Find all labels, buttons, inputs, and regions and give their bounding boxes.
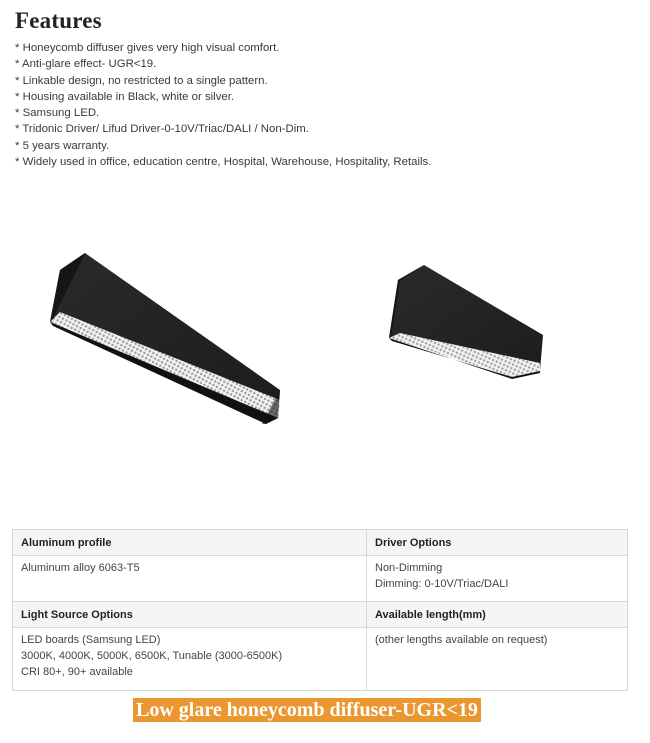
features-list bbox=[15, 40, 431, 170]
feature-item: * Housing available in Black, white or silver. bbox=[15, 90, 235, 103]
cell-light-source-options bbox=[13, 628, 367, 691]
cell-line: CRI 80+, 90+ available bbox=[21, 666, 133, 678]
table-header-row bbox=[13, 602, 628, 628]
cell-line: Non-Dimming bbox=[375, 562, 443, 574]
feature-item: * Anti-glare effect- UGR<19. bbox=[15, 58, 157, 71]
table-row bbox=[13, 628, 628, 691]
short-luminaire-image bbox=[380, 255, 560, 385]
cell-line: LED boards (Samsung LED) bbox=[21, 634, 161, 646]
long-luminaire-image bbox=[30, 240, 300, 440]
cell-available-length bbox=[367, 628, 628, 691]
cell-aluminum-profile bbox=[13, 556, 367, 602]
cell-line: Aluminum alloy 6063-T5 bbox=[21, 562, 140, 574]
header-driver-options: Driver Options bbox=[367, 530, 628, 556]
cell-line: (other lengths available on request) bbox=[375, 634, 548, 646]
header-aluminum-profile: Aluminum profile bbox=[13, 530, 367, 556]
features-title: Features bbox=[15, 8, 102, 33]
feature-item: * 5 years warranty. bbox=[15, 139, 110, 152]
feature-item: * Samsung LED. bbox=[15, 107, 100, 120]
table-row bbox=[13, 556, 628, 602]
table-header-row bbox=[13, 530, 628, 556]
cell-driver-options bbox=[367, 556, 628, 602]
header-light-source-options: Light Source Options bbox=[13, 602, 367, 628]
cell-line: 3000K, 4000K, 5000K, 6500K, Tunable (3000-6500K) bbox=[21, 650, 283, 662]
feature-item: * Widely used in office, education centre, Hospital, Warehouse, Hospitality, Retails. bbox=[15, 156, 432, 169]
feature-item: * Linkable design, no restricted to a single pattern. bbox=[15, 74, 268, 87]
feature-item: * Honeycomb diffuser gives very high visual comfort. bbox=[15, 42, 280, 54]
spec-table bbox=[12, 529, 628, 691]
header-available-length: Available length(mm) bbox=[367, 602, 628, 628]
feature-item: * Tridonic Driver/ Lifud Driver-0-10V/Triac/DALI / Non-Dim. bbox=[15, 123, 309, 136]
cell-line: Dimming: 0-10V/Triac/DALI bbox=[375, 578, 509, 590]
ugr-banner: Low glare honeycomb diffuser-UGR<19 bbox=[133, 698, 481, 722]
